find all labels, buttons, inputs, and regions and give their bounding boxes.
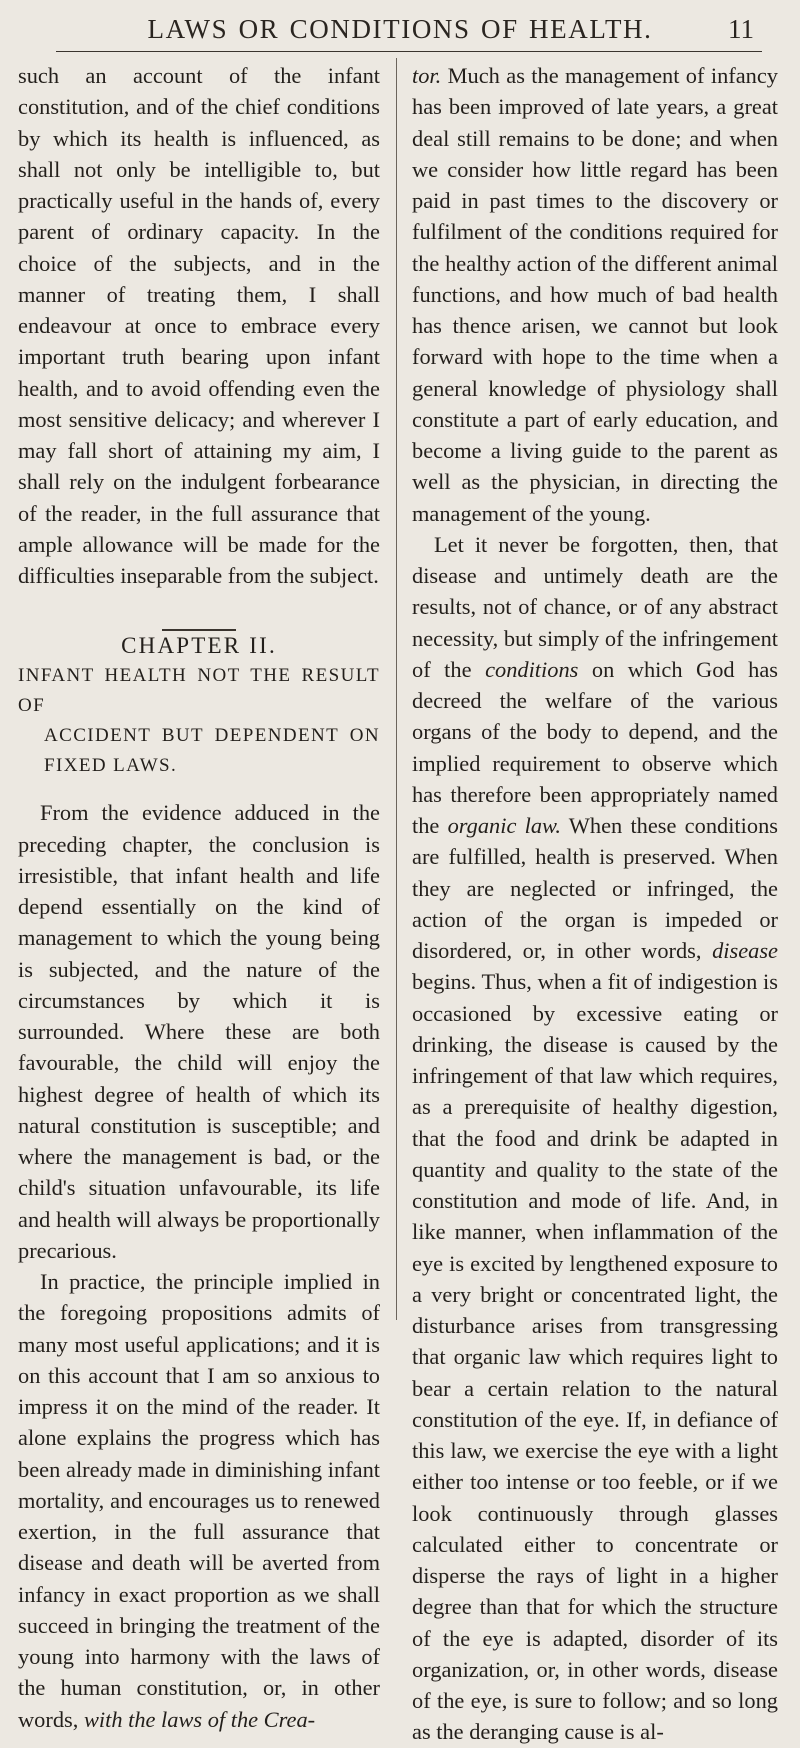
paragraph-text: When these conditions are fulfilled, health is preserved. When they are neglected or infringed, the action of the organ is impeded or disordered, or, in other words, — [412, 813, 778, 963]
paragraph-text: In practice, the principle implied in the foregoing propositions admits of many most useful applications; and it is on this account that I am so anxious to impress it on the mind of the reader. It alone explains the progress which has been already made in diminishing infant mortality, and encourages us to renewed exertion, in the full assurance that disease and death will be averted from infancy in exact proportion as we shall succeed in bringing the treatment of the young into harmony with the laws of the human constitution, or, in other words, — [18, 1269, 380, 1732]
paragraph-text: Much as the management of infancy has been improved of late years, a great deal still remains to be done; and when we consider how little regard has been paid in past times to the discovery or fulfilment of the conditions required for the healthy action of the different animal functions, and how much of bad health has thence arisen, we cannot but look forward with hope to the time when a general knowledge of physiology shall constitute a part of early education, and become a living guide to the parent as well as the physician, in directing the management of the young. — [412, 63, 778, 526]
left-column — [18, 60, 380, 1735]
chapter-subtitle-line: INFANT HEALTH NOT THE RESULT OF — [18, 665, 380, 717]
italic-text: with the laws of the Crea- — [83, 1706, 316, 1732]
header-rule — [56, 51, 762, 52]
paragraph-text: begins. Thus, when a fit of indigestion is occasioned by excessive eating or drinking, the disease is caused by the infringement of that law which requires, as a prerequisite of healthy digestion, that the food and drink be adapted in quantity and quality to the state of the constitution and mode of life. And, in like manner, when inflammation of the eye is excited by lengthened exposure to a very bright or concentrated light, the disturbance arises from transgressing that organic law which requires light to bear a certain relation to the natural constitution of the eye. If, in defiance of this law, we exercise the eye with a light either too intense or too feeble, or if we look continuously through glasses calculated either to concentrate or disperse the rays of light in a higher degree than that for which the structure of the eye is adapted, disorder of its organization, or, in other words, disease of the eye, is sure to follow; and so long as the deranging cause is al- — [412, 969, 778, 1745]
running-title: LAWS OR CONDITIONS OF HEALTH. — [147, 14, 653, 44]
paragraph — [412, 529, 778, 1748]
right-column — [412, 60, 778, 1748]
paragraph — [18, 1266, 380, 1735]
chapter-title: CHAPTER II. — [121, 633, 277, 659]
paragraph: such an account of the infant constitution, and of the chief conditions by which its health is influenced, as shall not only be intelligible to, but practically useful in the hands of, every parent of ordinary capacity. In the choice of the subjects, and in the manner of treating them, I shall endeavour at once to embrace every important truth bearing upon infant health, and to avoid offending even the most sensitive delicacy; and wherever I may fall short of attaining my aim, I shall rely on the indulgent forbearance of the reader, in the full assurance that ample allowance will be made for the difficulties inseparable from the subject. — [18, 63, 380, 588]
paragraph-text: on which God has decreed the welfare of the various organs of the body to depend, and the implied requirement to observe which has therefore been appropriately named the — [412, 656, 778, 838]
chapter-subtitle — [18, 661, 380, 781]
page-number: 11 — [728, 14, 754, 44]
paragraph: From the evidence adduced in the preceding chapter, the conclusion is irresistible, that infant health and life depend essentially on the kind of management to which the young being is subjected, and the nature of the circumstances by which it is surrounded. Where these are both favourable, the child will enjoy the highest degree of health of which its natural constitution is susceptible; and where the management is bad, or the child's situation unfavourable, its life and health will always be proportionally precarious. — [18, 800, 380, 1263]
chapter-subtitle-line: ACCIDENT BUT DEPENDENT ON FIXED LAWS. — [44, 725, 380, 777]
paragraph-text: Let it never be forgotten, then, that disease and untimely death are the results, not of chance, or of any abstract necessity, but simply of the infringement of the — [412, 531, 778, 682]
italic-text: tor. — [412, 63, 442, 88]
column-divider — [396, 58, 397, 1320]
paragraph — [412, 60, 778, 529]
italic-text: disease — [712, 938, 778, 963]
running-head — [0, 14, 800, 50]
italic-text: organic law. — [447, 813, 561, 838]
italic-text: conditions — [485, 656, 579, 682]
